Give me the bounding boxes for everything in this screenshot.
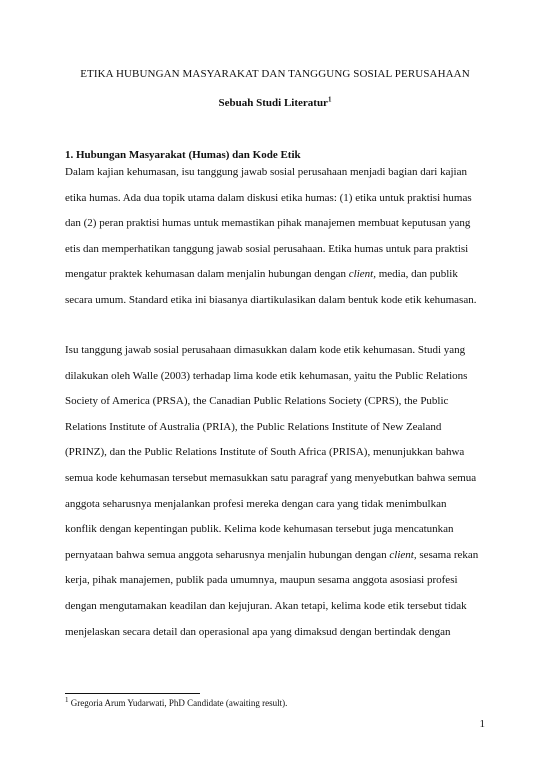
text-line: konflik dengan kepentingan publik. Kelima kode kehumasan tersebut juga mencatunkan — [65, 523, 454, 536]
paragraph-1 — [65, 165, 495, 319]
text-line: menjelaskan secara detail dan operasional apa yang dimaksud dengan bertindak dengan — [65, 625, 451, 638]
text-line: (PRINZ), dan the Public Relations Institute of South Africa (PRISA), menunjukkan bahwa — [65, 446, 465, 459]
text-line: etis dan memperhatikan tanggung jawab sosial perusahaan. Etika humas untuk para praktisi — [65, 242, 469, 255]
page-number: 1 — [479, 718, 485, 730]
text-line: kerja, pihak manajemen, publik pada umumnya, maupun sesama anggota asosiasi profesi — [65, 574, 458, 587]
footnote-marker: 1 — [65, 696, 69, 704]
text-line: Society of America (PRSA), the Canadian Public Relations Society (CPRS), the Public — [65, 395, 449, 408]
text-line: anggota seharusnya menjalankan profesi mereka dengan cara yang tidak menimbulkan — [65, 497, 447, 510]
document-subtitle — [0, 97, 550, 109]
footnote — [65, 698, 287, 708]
text-line: pernyataan bahwa semua anggota seharusnya menjalin hubungan dengan client, sesama rekan — [65, 548, 479, 561]
footnote-divider — [65, 693, 200, 694]
text-line: semua kode kehumasan tersebut memasukkan satu paragraf yang menyebutkan bahwa semua — [65, 471, 477, 484]
text-line: mengatur praktek kehumasan dalam menjalin hubungan dengan client, media, dan publik — [65, 268, 458, 281]
footnote-reference[interactable]: 1 — [327, 95, 332, 104]
text-line: dengan mengutamakan keadilan dan kejujuran. Akan tetapi, kelima kode etik tersebut tidak — [65, 599, 467, 612]
text-line: Dalam kajian kehumasan, isu tanggung jawab sosial perusahaan menjadi bagian dari kajian — [65, 166, 467, 178]
text-line: etika humas. Ada dua topik utama dalam diskusi etika humas: (1) etika untuk praktisi humas — [65, 191, 472, 204]
section-heading: 1. Hubungan Masyarakat (Humas) dan Kode Etik — [65, 149, 301, 161]
text-line: Relations Institute of Australia (PRIA), the Public Relations Institute of New Zealand — [65, 420, 442, 433]
footnote-text: Gregoria Arum Yudarwati, PhD Candidate (awaiting result). — [68, 698, 288, 708]
text-line: secara umum. Standard etika ini biasanya diartikulasikan dalam bentuk kode etik kehumasan. — [65, 293, 477, 306]
document-title: ETIKA HUBUNGAN MASYARAKAT DAN TANGGUNG SOSIAL PERUSAHAAN — [80, 68, 470, 80]
subtitle-text: Sebuah Studi Literatur — [218, 97, 328, 109]
text-line: dilakukan oleh Walle (2003) terhadap lima kode etik kehumasan, yaitu the Public Relations — [65, 369, 468, 382]
paragraph-2 — [65, 343, 495, 650]
text-line: Isu tanggung jawab sosial perusahaan dimasukkan dalam kode etik kehumasan. Studi yang — [65, 344, 466, 356]
text-line: dan (2) peran praktisi humas untuk memastikan pihak manajemen membuat keputusan yang — [65, 217, 471, 230]
